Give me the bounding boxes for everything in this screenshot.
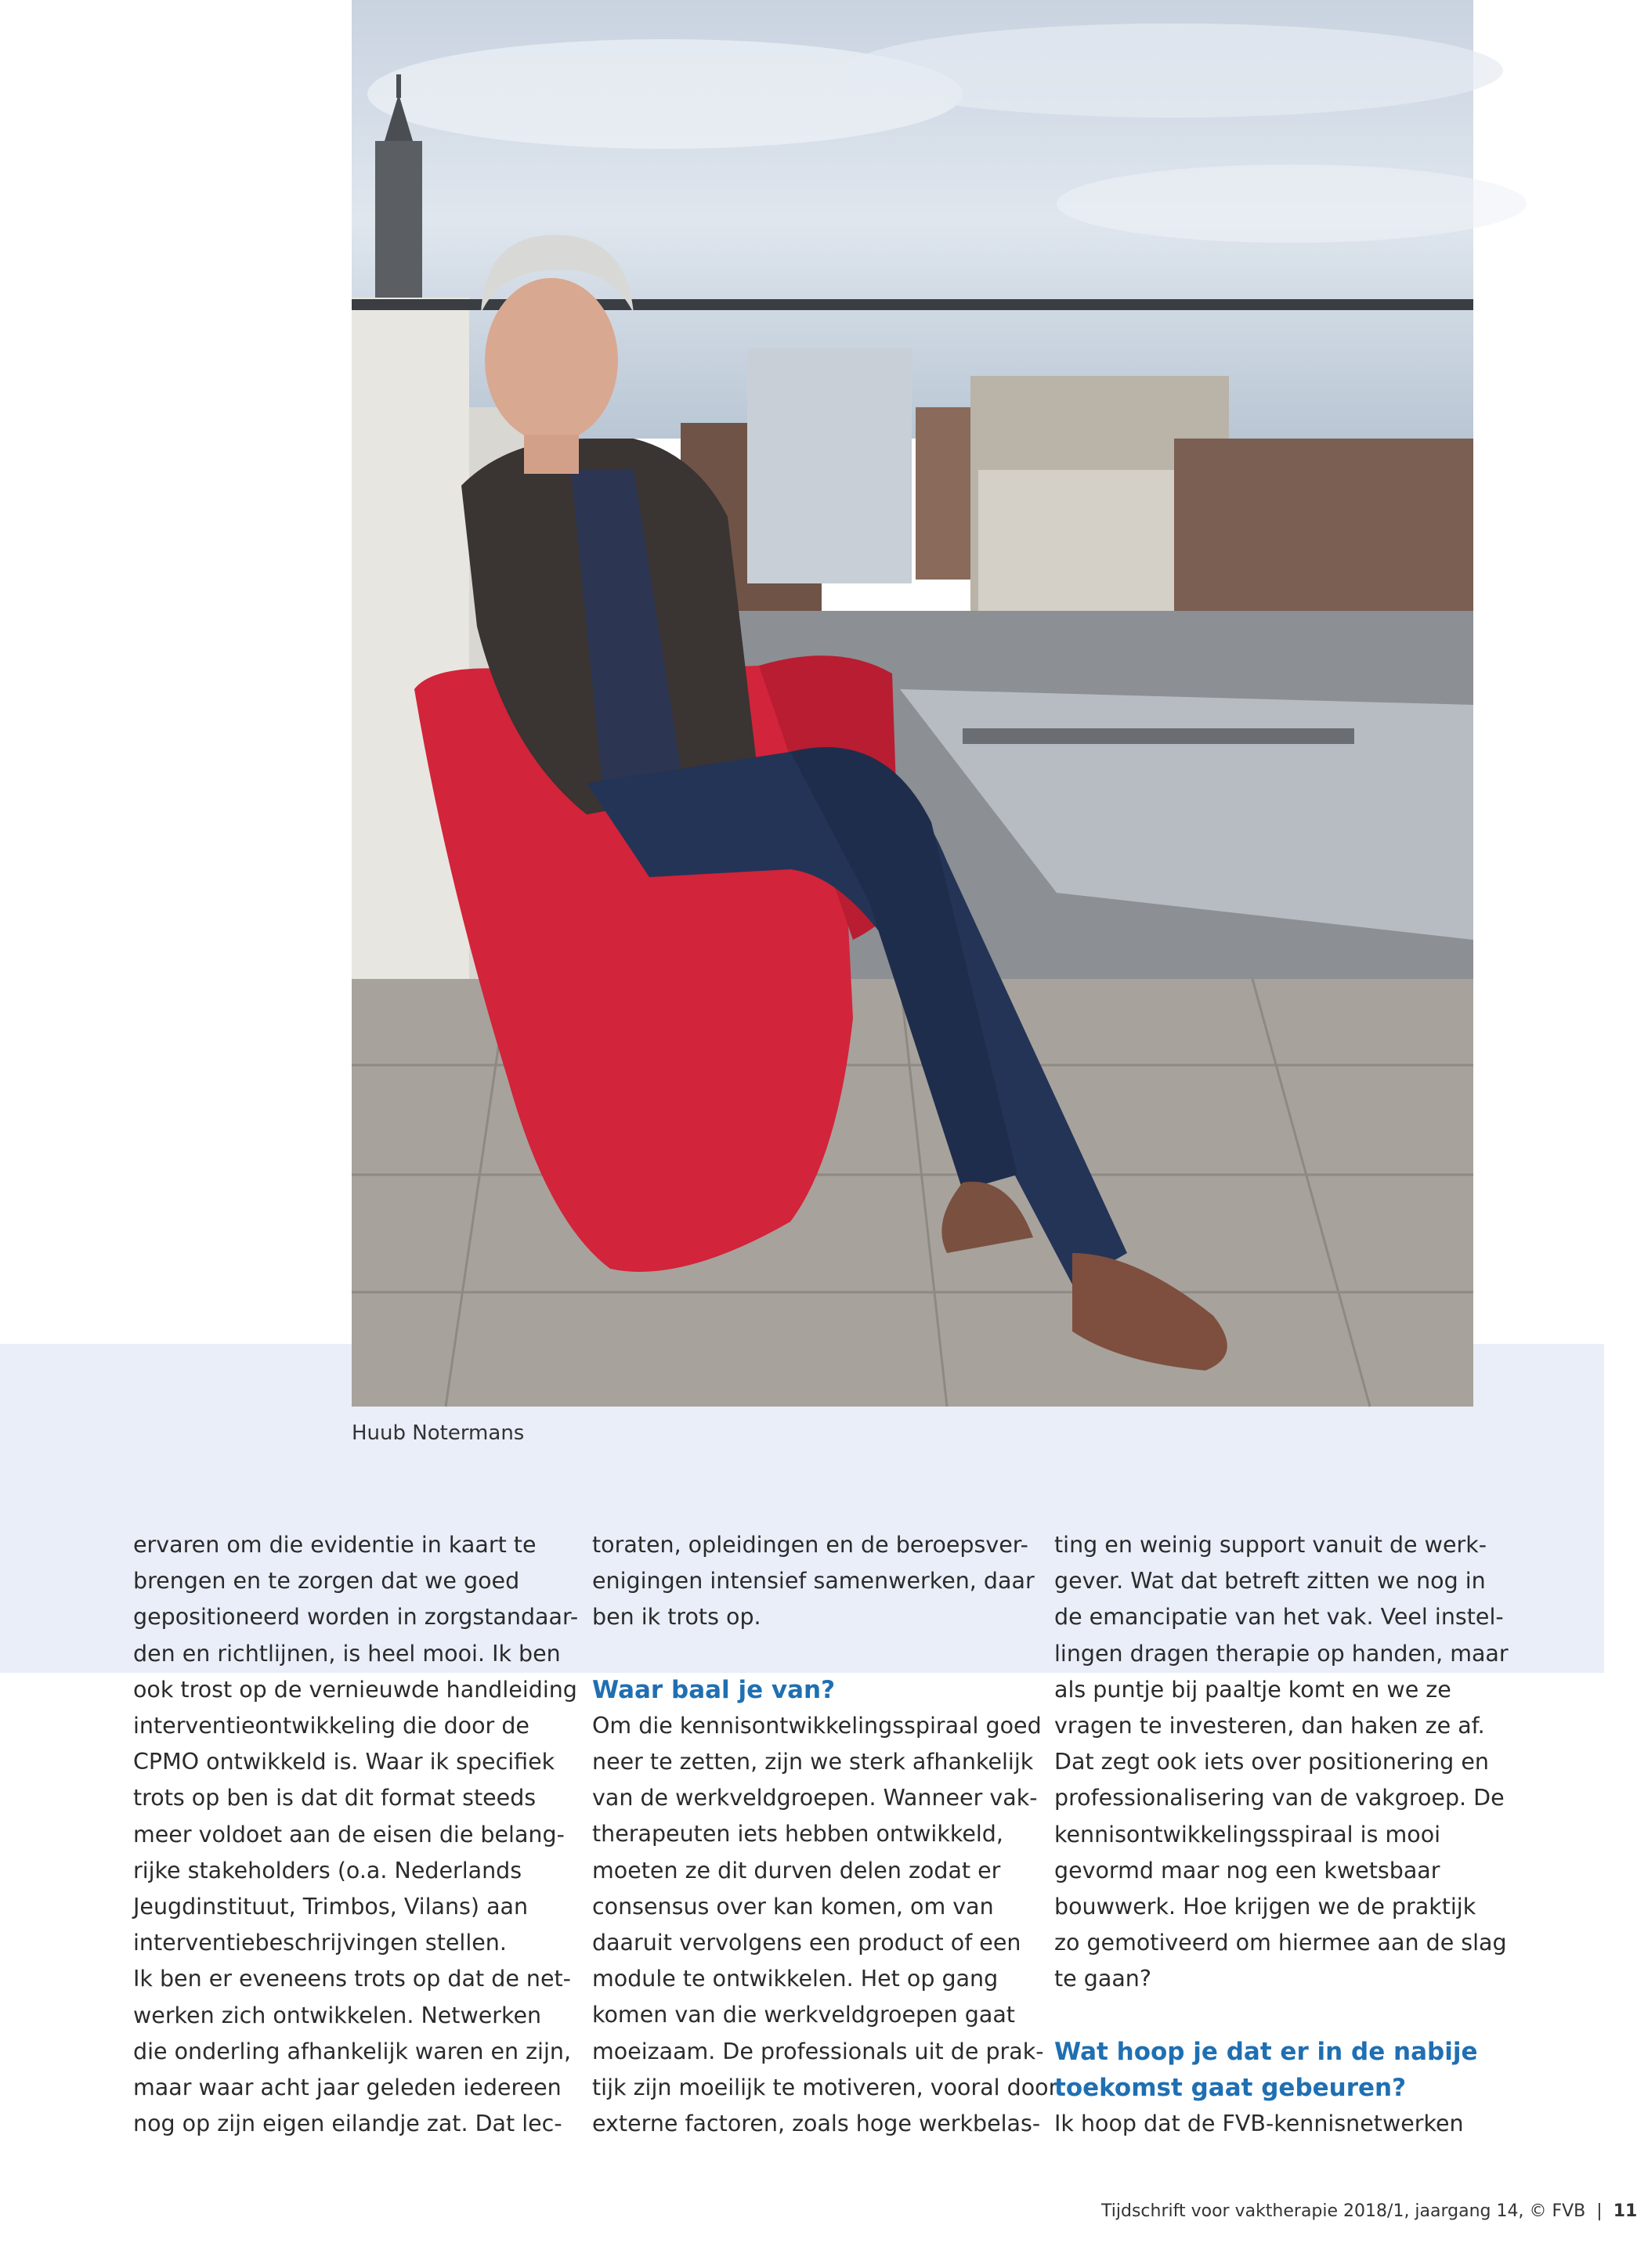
section-heading: toekomst gaat gebeuren?: [1054, 2073, 1407, 2102]
body-line: bouwwerk. Hoe krijgen we de praktijk: [1054, 1894, 1476, 1920]
body-line: gepositioneerd worden in zorgstandaar-: [133, 1604, 579, 1631]
body-line: gever. Wat dat betreft zitten we nog in: [1054, 1568, 1486, 1594]
body-line: moeten ze dit durven delen zodat er: [592, 1857, 1001, 1883]
body-line: consensus over kan komen, om van: [592, 1893, 994, 1919]
paragraph-gap: [1054, 1998, 1473, 2034]
body-line: Om die kennisontwikkelingsspiraal goed: [592, 1712, 1042, 1739]
body-line: brengen en te zorgen dat we goed: [133, 1568, 520, 1594]
body-line: vragen te investeren, dan haken ze af.: [1054, 1713, 1485, 1739]
body-line: ervaren om die evidentie in kaart te: [133, 1532, 537, 1558]
body-line: Dat zegt ook iets over positionering en: [1054, 1749, 1489, 1775]
body-line: interventiebeschrijvingen stellen.: [133, 1930, 507, 1956]
body-line: rijke stakeholders (o.a. Nederlands: [133, 1857, 522, 1883]
body-line: komen van die werkveldgroepen gaat: [592, 2002, 1015, 2028]
body-line: Ik hoop dat de FVB-kennisnetwerken: [1054, 2111, 1464, 2137]
section-heading: Waar baal je van?: [592, 1675, 836, 1704]
body-line: lingen dragen therapie op handen, maar: [1054, 1640, 1509, 1667]
body-line: enigingen intensief samenwerken, daar: [592, 1568, 1035, 1594]
footer-text: Tijdschrift voor vaktherapie 2018/1, jaargang 14, © FVB: [1101, 2201, 1586, 2221]
body-line: externe factoren, zoals hoge werkbelas-: [592, 2111, 1041, 2137]
body-line: module te ontwikkelen. Het op gang: [592, 1966, 999, 1992]
body-line: meer voldoet aan de eisen die belang-: [133, 1821, 565, 1847]
body-line: daaruit vervolgens een product of een: [592, 1930, 1021, 1956]
text-column-3: [1054, 1527, 1509, 2142]
body-line: therapeuten iets hebben ontwikkeld,: [592, 1821, 1003, 1847]
body-line: ting en weinig support vanuit de werk-: [1054, 1532, 1487, 1558]
body-line: zo gemotiveerd om hiermee aan de slag: [1054, 1930, 1507, 1956]
body-line: gevormd maar nog een kwetsbaar: [1054, 1857, 1440, 1883]
body-line: den en richtlijnen, is heel mooi. Ik ben: [133, 1640, 561, 1667]
photo-caption: Huub Notermans: [352, 1421, 525, 1445]
body-line: ben ik trots op.: [592, 1604, 761, 1631]
body-line: moeizaam. De professionals uit de prak-: [592, 2038, 1044, 2064]
body-line: kennisontwikkelingsspiraal is mooi: [1054, 1821, 1441, 1847]
text-column-1: [133, 1527, 579, 2142]
body-line: neer te zetten, zijn we sterk afhankelijk: [592, 1749, 1034, 1775]
body-line: CPMO ontwikkeld is. Waar ik specifiek: [133, 1749, 555, 1775]
body-line: ook trost op de vernieuwde handleiding: [133, 1676, 577, 1703]
body-line: de emancipatie van het vak. Veel instel-: [1054, 1604, 1504, 1631]
body-line: Ik ben er eveneens trots op dat de net-: [133, 1966, 571, 1992]
footer-separator: |: [1596, 2201, 1603, 2221]
body-line: werken zich ontwikkelen. Netwerken: [133, 2002, 542, 2028]
portrait-photo: [352, 0, 1473, 1407]
body-line: nog op zijn eigen eilandje zat. Dat lec-: [133, 2111, 562, 2137]
section-heading: Wat hoop je dat er in de nabije: [1054, 2037, 1478, 2066]
body-line: tijk zijn moeilijk te motiveren, vooral door: [592, 2074, 1058, 2100]
body-line: van de werkveldgroepen. Wanneer vak-: [592, 1785, 1038, 1811]
body-line: te gaan?: [1054, 1966, 1151, 1992]
body-line: interventieontwikkeling die door de: [133, 1713, 529, 1739]
body-line: als puntje bij paaltje komt en we ze: [1054, 1676, 1451, 1703]
body-line: Jeugdinstituut, Trimbos, Vilans) aan: [133, 1894, 529, 1920]
page-footer: [1101, 2201, 1637, 2221]
paragraph-gap: [592, 1636, 1011, 1672]
body-line: die onderling afhankelijk waren en zijn,: [133, 2038, 572, 2064]
body-line: trots op ben is dat dit format steeds: [133, 1785, 537, 1811]
body-line: professionalisering van de vakgroep. De: [1054, 1785, 1505, 1811]
text-column-2: [592, 1527, 1058, 2142]
body-line: toraten, opleidingen en de beroepsver-: [592, 1532, 1028, 1558]
body-line: maar waar acht jaar geleden iedereen: [133, 2075, 562, 2101]
page-number: 11: [1613, 2201, 1637, 2221]
